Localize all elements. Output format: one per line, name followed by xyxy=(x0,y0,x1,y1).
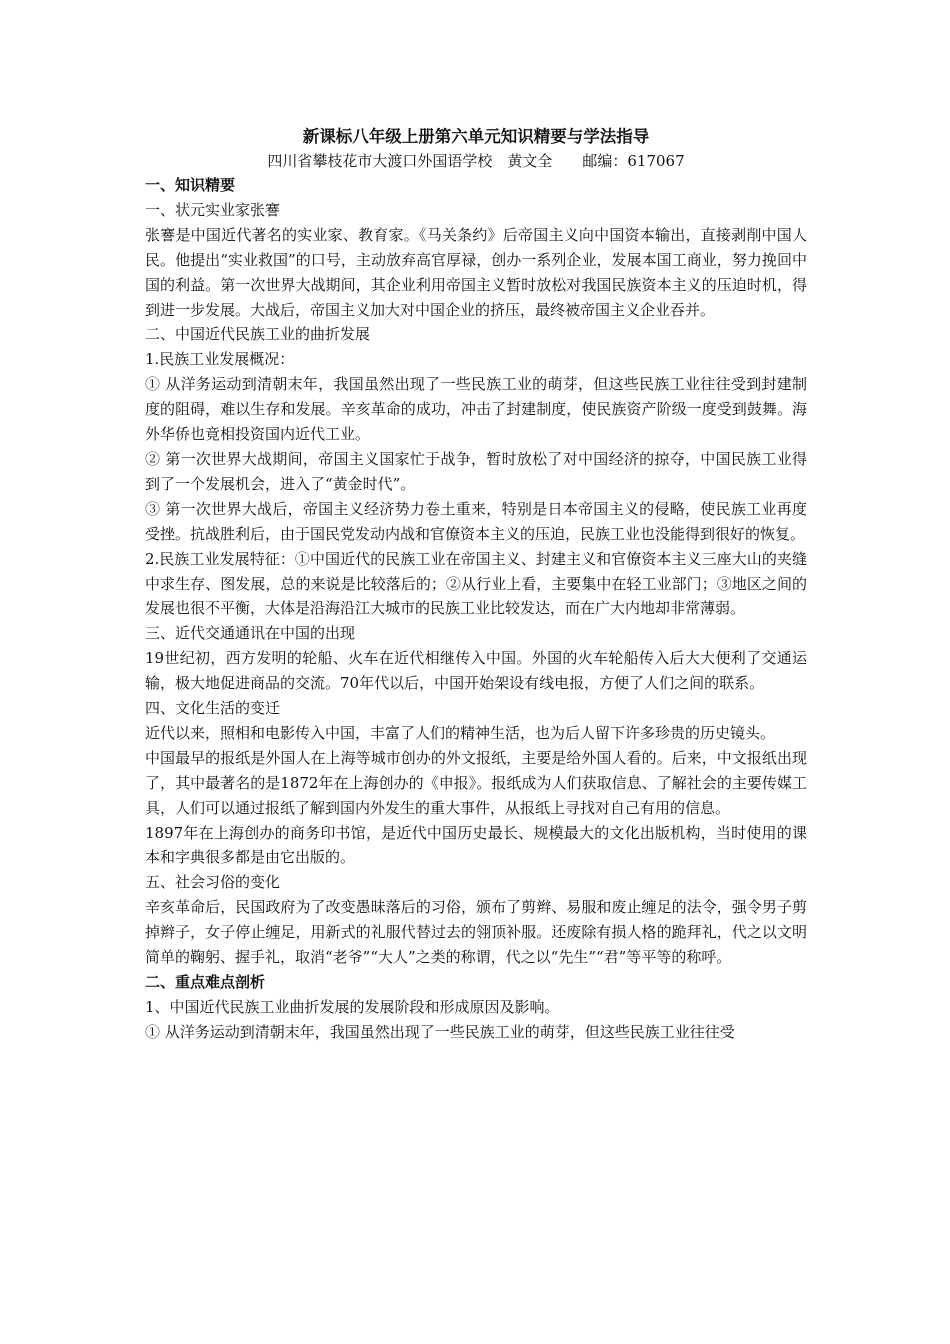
section-heading-knowledge: 一、知识精要 xyxy=(145,176,236,194)
paragraph-analysis-1: 1、中国近代民族工业曲折发展的发展阶段和形成原因及影响。 xyxy=(145,997,560,1016)
subheading-culture: 四、文化生活的变迁 xyxy=(145,699,281,718)
paragraph-culture-press: 1897年在上海创办的商务印书馆，是近代中国历史最长、规模最大的文化出版机构，当时使用的课本和字典很多都是由它出版的。 xyxy=(145,823,807,867)
document-title: 新课标八年级上册第六单元知识精要与学法指导 xyxy=(302,127,650,146)
paragraph-industry-3: ③ 第一次世界大战后，帝国主义经济势力卷土重来，特别是日本帝国主义的侵略，使民族工业再度受挫。抗战胜利后，由于国民党发动内战和官僚资本主义的压迫，民族工业也没能得到很好的恢复。 xyxy=(145,499,807,543)
paragraph-industry-features: 2.民族工业发展特征：①中国近代的民族工业在帝国主义、封建主义和官僚资本主义三座大山的夹缝中求生存、图发展，总的来说是比较落后的；②从行业上看，主要集中在轻工业部门；③地区之间的发展也很不平衡，大体是沿海沿江大城市的民族工业比较发达，而在广大内地却非常薄弱。 xyxy=(145,549,807,618)
paragraph-zhangjian: 张謇是中国近代著名的实业家、教育家。《马关条约》后帝国主义向中国资本输出，直接剥削中国人民。他提出“实业救国”的口号，主动放弃高官厚禄，创办一系列企业，发展本国工商业，努力挽回中国的利益。第一次世界大战期间，其企业利用帝国主义暂时放松对我国民族资本主义的压迫时机，得到进一步发展。大战后，帝国主义加大对中国企业的挤压，最终被帝国主义企业吞并。 xyxy=(145,225,807,319)
paragraph-industry-2: ② 第一次世界大战期间，帝国主义国家忙于战争，暂时放松了对中国经济的掠夺，中国民族工业得到了一个发展机会，进入了“黄金时代”。 xyxy=(145,449,807,493)
subheading-industry: 二、中国近代民族工业的曲折发展 xyxy=(145,325,371,344)
paragraph-analysis-2: ① 从洋务运动到清朝末年，我国虽然出现了一些民族工业的萌芽，但这些民族工业往往受 xyxy=(145,1022,735,1041)
section-heading-analysis: 二、重点难点剖析 xyxy=(145,973,266,991)
subheading-transport: 三、近代交通通讯在中国的出现 xyxy=(145,624,356,643)
subheading-customs: 五、社会习俗的变化 xyxy=(145,873,281,892)
paragraph-industry-1: ① 从洋务运动到清朝末年，我国虽然出现了一些民族工业的萌芽，但这些民族工业往往受到封建制度的阻碍，难以生存和发展。辛亥革命的成功，冲击了封建制度，使民族资产阶级一度受到鼓舞。海外华侨也竟相投资国内近代工业。 xyxy=(145,375,807,444)
document-page xyxy=(145,120,807,1045)
paragraph-culture-film: 近代以来，照相和电影传入中国，丰富了人们的精神生活，也为后人留下许多珍贵的历史镜头。 xyxy=(145,723,776,742)
subheading-zhangjian: 一、状元实业家张謇 xyxy=(145,200,281,219)
paragraph-customs: 辛亥革命后，民国政府为了改变愚昧落后的习俗，颁布了剪辫、易服和废止缠足的法令，强令男子剪掉辫子，女子停止缠足，用新式的礼服代替过去的翎顶补服。还废除有损人格的跪拜礼，代之以文明简单的鞠躬、握手礼，取消“老爷”“大人”之类的称谓，代之以“先生”“君”等平等的称呼。 xyxy=(145,898,807,967)
paragraph-culture-newspaper: 中国最早的报纸是外国人在上海等城市创办的外文报纸，主要是给外国人看的。后来，中文报纸出现了，其中最著名的是1872年在上海创办的《申报》。报纸成为人们获取信息、了解社会的主要传媒工具，人们可以通过报纸了解到国内外发生的重大事件，从报纸上寻找对自己有用的信息。 xyxy=(145,748,807,817)
paragraph-industry-overview-label: 1.民族工业发展概况： xyxy=(145,350,295,369)
document-subtitle: 四川省攀枝花市大渡口外国语学校 黄文全 邮编：617067 xyxy=(267,152,685,170)
paragraph-transport: 19世纪初，西方发明的轮船、火车在近代相继传入中国。外国的火车轮船传入后大大便利了交通运输，极大地促进商品的交流。70年代以后，中国开始架设有线电报，方便了人们之间的联系。 xyxy=(145,649,807,693)
